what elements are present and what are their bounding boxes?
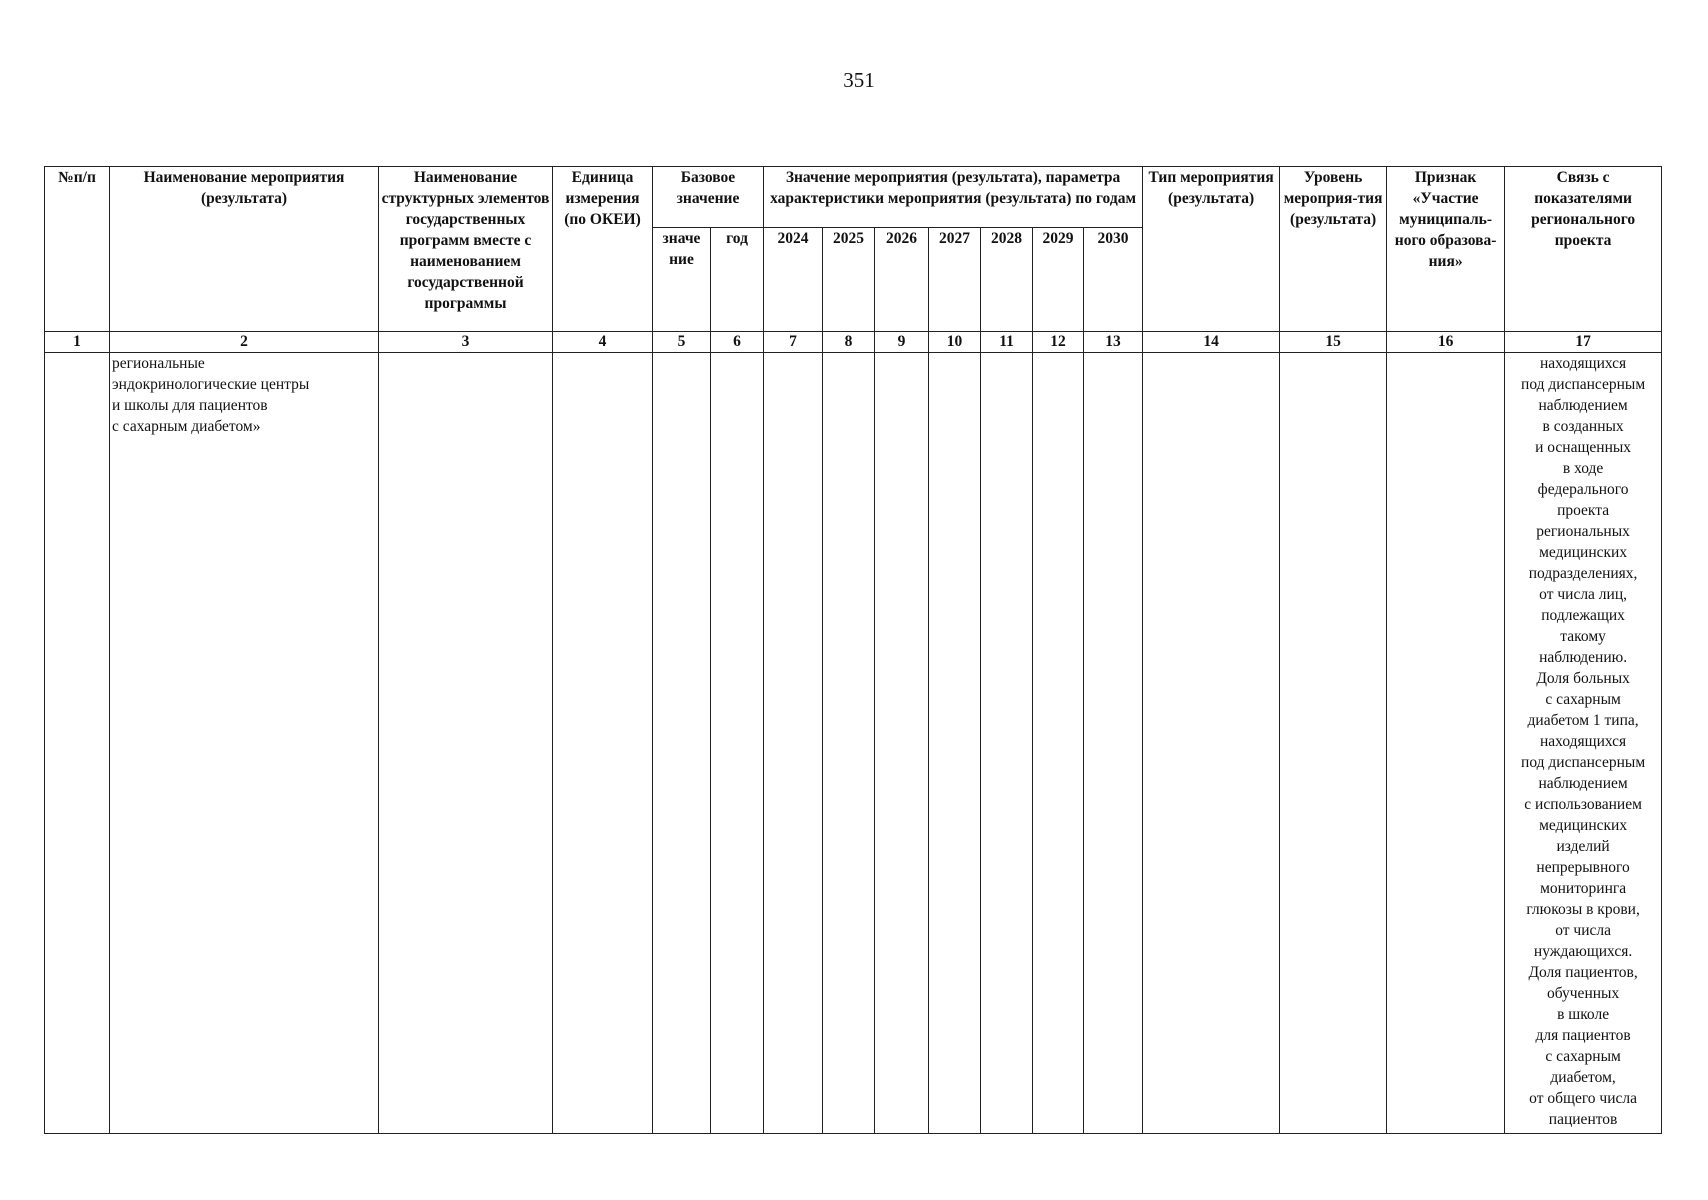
- cell-event-level: [1280, 353, 1387, 1134]
- cell-year-value: [929, 353, 981, 1134]
- text-line: с использованием: [1524, 796, 1642, 813]
- cell-year-value: [1033, 353, 1084, 1134]
- text-line: изделий: [1556, 838, 1610, 855]
- table-row: [45, 353, 1662, 1134]
- column-number: 1: [45, 332, 110, 353]
- text-line: Доля больных: [1536, 670, 1630, 687]
- column-number: 8: [823, 332, 875, 353]
- text-line: диабетом 1 типа,: [1527, 712, 1639, 729]
- cell-base-value: [653, 353, 711, 1134]
- text-line: мониторинга: [1540, 880, 1627, 897]
- header-number: №п/п: [45, 167, 110, 332]
- header-year: 2027: [929, 228, 981, 332]
- text-line: нуждающихся.: [1533, 943, 1633, 960]
- cell-year-value: [823, 353, 875, 1134]
- text-line: наблюдением: [1538, 397, 1628, 414]
- text-line: подразделениях,: [1528, 565, 1638, 582]
- text-line: наблюдением: [1538, 775, 1628, 792]
- header-municipal-participation: Признак «Участие муниципаль-ного образова-ния»: [1387, 167, 1505, 332]
- text-line: пациентов: [1548, 1111, 1618, 1128]
- cell-unit: [553, 353, 653, 1134]
- text-line: в школе: [1557, 1006, 1610, 1023]
- column-number: 6: [711, 332, 764, 353]
- text-line: федерального: [1537, 481, 1629, 498]
- column-number: 17: [1505, 332, 1662, 353]
- page-number: 351: [843, 68, 875, 92]
- text-line: от общего числа: [1529, 1090, 1637, 1107]
- cell-municipal-participation: [1387, 353, 1505, 1134]
- column-number: 14: [1143, 332, 1280, 353]
- header-structural-elements: Наименование структурных элементов государственных программ вместе с наименованием государственной программы: [379, 167, 553, 332]
- text-line: медицинских: [1539, 817, 1628, 834]
- text-line: эндокринологические центры: [112, 376, 310, 393]
- column-number: 11: [981, 332, 1033, 353]
- text-line: глюкозы в крови,: [1526, 901, 1640, 918]
- cell-regional-indicators: [1505, 353, 1662, 1134]
- header-year: 2026: [875, 228, 929, 332]
- text-line: региональных: [1536, 523, 1630, 540]
- cell-base-year: [711, 353, 764, 1134]
- header-unit: Единица измерения (по ОКЕИ): [553, 167, 653, 332]
- column-number: 2: [110, 332, 379, 353]
- column-number: 10: [929, 332, 981, 353]
- header-event-level: Уровень мероприя-тия (результата): [1280, 167, 1387, 332]
- text-line: обученных: [1546, 985, 1620, 1002]
- text-line: для пациентов: [1535, 1027, 1631, 1044]
- cell-structural-elements: [379, 353, 553, 1134]
- text-line: медицинских: [1539, 544, 1628, 561]
- column-number: 3: [379, 332, 553, 353]
- text-line: наблюдению.: [1539, 649, 1628, 666]
- text-line: непрерывного: [1536, 859, 1630, 876]
- program-table: [44, 166, 1662, 1134]
- header-year: 2030: [1084, 228, 1143, 332]
- text-line: и школы для пациентов: [112, 397, 268, 414]
- text-line: Доля пациентов,: [1528, 964, 1638, 981]
- column-number: 16: [1387, 332, 1505, 353]
- column-number-row: [45, 332, 1662, 353]
- text-line: с сахарным: [1545, 1048, 1621, 1065]
- header-values-by-year: Значение мероприятия (результата), параметра характеристики мероприятия (результата) по годам: [764, 167, 1143, 228]
- text-line: региональные: [112, 355, 205, 372]
- cell-event-name: [110, 353, 379, 1134]
- cell-year-value: [764, 353, 823, 1134]
- text-line: под диспансерным: [1521, 754, 1646, 771]
- text-line: такому: [1560, 628, 1606, 645]
- header-year: 2025: [823, 228, 875, 332]
- text-line: диабетом,: [1550, 1069, 1616, 1086]
- header-event-name: Наименование мероприятия (результата): [110, 167, 379, 332]
- header-base-value-year: год: [711, 228, 764, 332]
- header-year: 2028: [981, 228, 1033, 332]
- header-regional-indicators: Связь с показателями регионального проекта: [1505, 167, 1662, 332]
- text-line: от числа: [1555, 922, 1611, 939]
- cell-year-value: [981, 353, 1033, 1134]
- column-number: 9: [875, 332, 929, 353]
- text-line: подлежащих: [1541, 607, 1625, 624]
- cell-year-value: [1084, 353, 1143, 1134]
- text-line: и оснащенных: [1535, 439, 1632, 456]
- text-line: в созданных: [1542, 418, 1624, 435]
- header-base-value-value: значе ние: [653, 228, 711, 332]
- header-year: 2024: [764, 228, 823, 332]
- cell-year-value: [875, 353, 929, 1134]
- text-line: с сахарным диабетом»: [112, 418, 261, 435]
- column-number: 13: [1084, 332, 1143, 353]
- header-base-value: Базовое значение: [653, 167, 764, 228]
- text-line: находящихся: [1539, 355, 1627, 372]
- column-number: 15: [1280, 332, 1387, 353]
- header-event-type: Тип мероприятия (результата): [1143, 167, 1280, 332]
- text-line: находящихся: [1539, 733, 1627, 750]
- header-year: 2029: [1033, 228, 1084, 332]
- column-number: 12: [1033, 332, 1084, 353]
- text-line: в ходе: [1562, 460, 1604, 477]
- text-line: с сахарным: [1545, 691, 1621, 708]
- column-number: 5: [653, 332, 711, 353]
- text-line: под диспансерным: [1521, 376, 1646, 393]
- text-line: от числа лиц,: [1539, 586, 1628, 603]
- column-number: 4: [553, 332, 653, 353]
- column-number: 7: [764, 332, 823, 353]
- cell-number: [45, 353, 110, 1134]
- cell-event-type: [1143, 353, 1280, 1134]
- text-line: проекта: [1557, 502, 1610, 519]
